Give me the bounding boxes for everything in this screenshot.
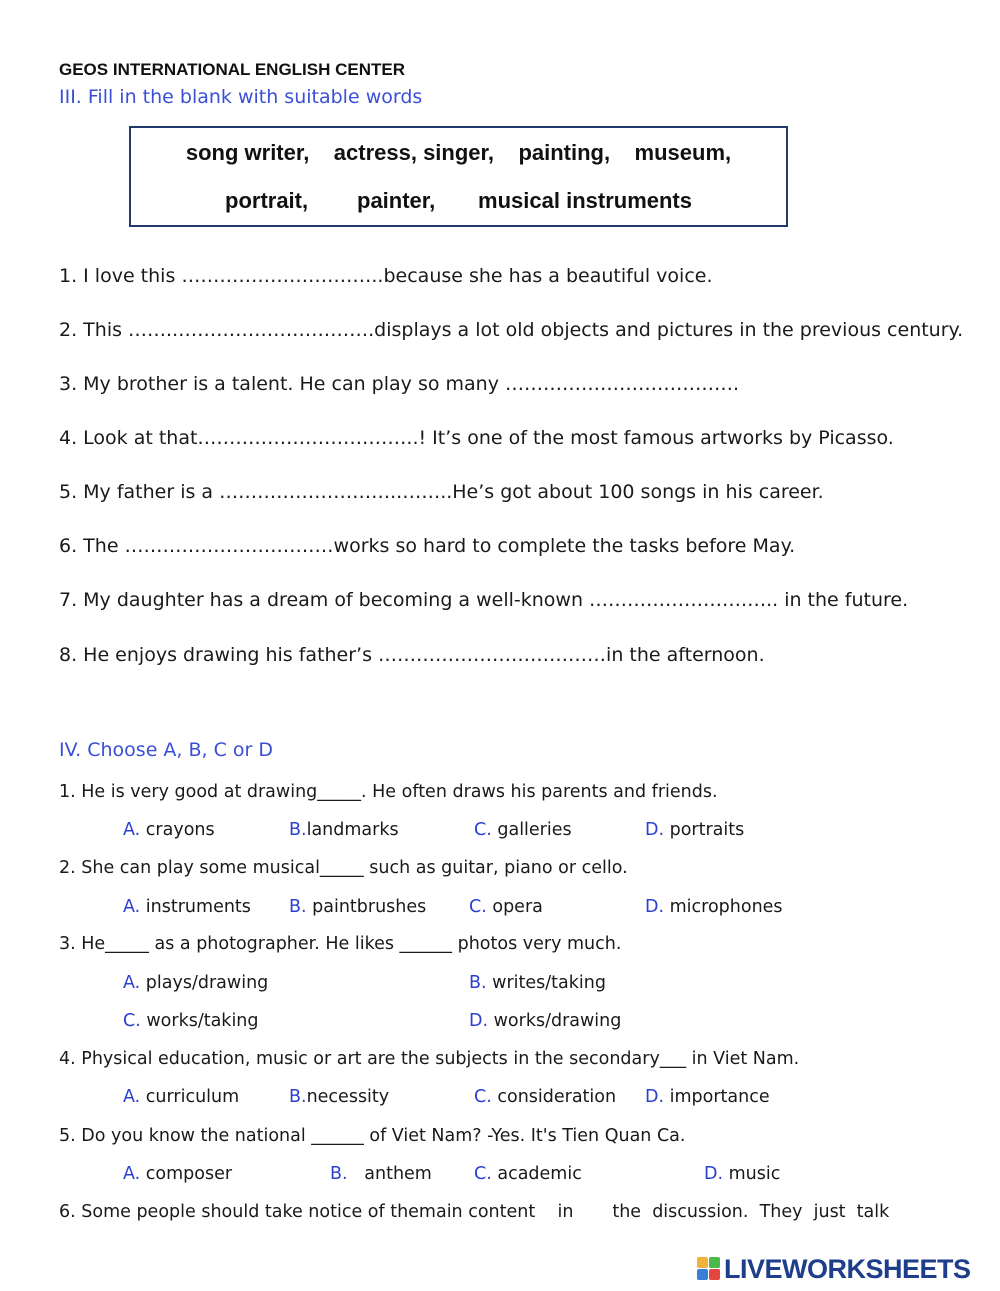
option-text: plays/drawing [140, 973, 269, 993]
mc-question-5: 5. Do you know the national ______ of Viet Nam? -Yes. It's Tien Quan Ca. [59, 1126, 686, 1146]
option-letter: B. [289, 1087, 307, 1107]
mc-question-4: 4. Physical education, music or art are the subjects in the secondary___ in Viet Nam. [59, 1049, 800, 1069]
option-text: works/drawing [488, 1011, 622, 1031]
q3-option-b[interactable] [469, 973, 606, 993]
fill-question-7: 7. My daughter has a dream of becoming a well-known …………………….….. in the future. [59, 589, 909, 611]
section-4-title: IV. Choose A, B, C or D [59, 739, 274, 761]
q4-option-b[interactable] [289, 1087, 389, 1107]
option-letter: C. [474, 820, 492, 840]
q3-option-c[interactable] [123, 1011, 259, 1031]
option-text: music [723, 1164, 781, 1184]
mc-question-2: 2. She can play some musical_____ such as guitar, piano or cello. [59, 858, 628, 878]
q2-option-b[interactable] [289, 897, 426, 917]
option-letter: D. [469, 1011, 489, 1031]
q2-option-d[interactable] [645, 897, 783, 917]
option-text: necessity [306, 1087, 390, 1107]
center-name: GEOS INTERNATIONAL ENGLISH CENTER [59, 60, 406, 79]
option-letter: A. [123, 973, 141, 993]
q2-option-a[interactable] [123, 897, 251, 917]
option-text: importance [664, 1087, 770, 1107]
word-bank-line-1: song writer, actress, singer, painting, museum, [185, 140, 732, 165]
q4-option-d[interactable] [645, 1087, 770, 1107]
q5-option-b[interactable] [330, 1164, 432, 1184]
option-text: curriculum [140, 1087, 240, 1107]
q2-option-c[interactable] [469, 897, 543, 917]
option-letter: C. [474, 1164, 492, 1184]
q5-option-d[interactable] [704, 1164, 780, 1184]
option-letter: D. [645, 1087, 665, 1107]
option-letter: A. [123, 820, 141, 840]
option-text: consideration [491, 1087, 617, 1107]
word-bank-line-2: portrait, painter, musical instruments [225, 188, 692, 213]
q5-option-c[interactable] [474, 1164, 582, 1184]
option-text: works/taking [140, 1011, 259, 1031]
liveworksheets-logo-icon [697, 1257, 721, 1281]
q1-option-b[interactable] [289, 820, 399, 840]
option-letter: A. [123, 1087, 141, 1107]
fill-question-3: 3. My brother is a talent. He can play so many ………………………………. [59, 373, 740, 395]
option-letter: A. [123, 1164, 141, 1184]
section-3-title: III. Fill in the blank with suitable words [59, 86, 423, 108]
option-text: microphones [664, 897, 783, 917]
fill-question-1: 1. I love this …………………………..because she has a beautiful voice. [59, 265, 713, 287]
fill-question-2: 2. This ……..………………………….displays a lot old objects and pictures in the previous century. [59, 319, 964, 341]
mc-question-3: 3. He_____ as a photographer. He likes ______ photos very much. [59, 934, 622, 954]
option-text: writes/taking [486, 973, 606, 993]
option-letter: C. [123, 1011, 141, 1031]
option-text: opera [486, 897, 543, 917]
option-text: crayons [140, 820, 215, 840]
option-text: anthem [347, 1164, 432, 1184]
word-bank-box [129, 126, 788, 227]
fill-question-6: 6. The ……………………………works so hard to complete the tasks before May. [59, 535, 796, 557]
option-letter: B. [330, 1164, 348, 1184]
option-letter: C. [474, 1087, 492, 1107]
brand-name: LIVEWORKSHEETS [724, 1253, 971, 1284]
q5-option-a[interactable] [123, 1164, 232, 1184]
q3-option-d[interactable] [469, 1011, 621, 1031]
q1-option-a[interactable] [123, 820, 215, 840]
q4-option-a[interactable] [123, 1087, 239, 1107]
option-letter: C. [469, 897, 487, 917]
option-letter: D. [645, 897, 665, 917]
option-text: landmarks [306, 820, 399, 840]
option-text: instruments [140, 897, 251, 917]
option-text: academic [491, 1164, 582, 1184]
liveworksheets-logo [697, 1254, 971, 1284]
option-letter: A. [123, 897, 141, 917]
option-letter: D. [645, 820, 665, 840]
q1-option-d[interactable] [645, 820, 744, 840]
q4-option-c[interactable] [474, 1087, 616, 1107]
option-letter: B. [289, 897, 307, 917]
q1-option-c[interactable] [474, 820, 572, 840]
option-letter: D. [704, 1164, 724, 1184]
option-text: composer [140, 1164, 233, 1184]
q3-option-a[interactable] [123, 973, 268, 993]
mc-question-6: 6. Some people should take notice of themain content in the discussion. They just talk [59, 1202, 890, 1222]
option-letter: B. [289, 820, 307, 840]
fill-question-8: 8. He enjoys drawing his father’s ………………………………in the afternoon. [59, 644, 765, 666]
fill-question-4: 4. Look at that……………………………..! It’s one of the most famous artworks by Picasso. [59, 427, 894, 449]
option-text: portraits [664, 820, 745, 840]
option-text: paintbrushes [306, 897, 427, 917]
mc-question-1: 1. He is very good at drawing_____. He often draws his parents and friends. [59, 782, 718, 802]
fill-question-5: 5. My father is a ………………………..……..He’s got about 100 songs in his career. [59, 481, 824, 503]
option-letter: B. [469, 973, 487, 993]
option-text: galleries [491, 820, 572, 840]
